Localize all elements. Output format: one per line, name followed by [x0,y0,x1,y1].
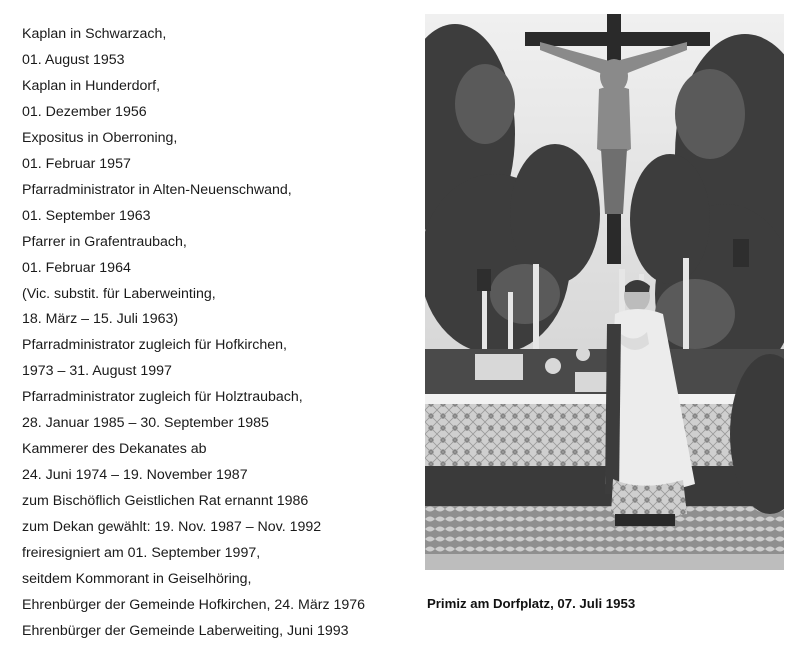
biography-line: Ehrenbürger der Gemeinde Laberweiting, Juni 1993 [22,622,349,639]
biography-line: 1973 – 31. August 1997 [22,363,172,380]
biography-line: 01. Februar 1964 [22,259,131,276]
biography-line: Pfarrer in Grafentraubach, [22,233,187,250]
primiz-photo [425,14,784,570]
photo-caption: Primiz am Dorfplatz, 07. Juli 1953 [427,596,636,611]
biography-line: 24. Juni 1974 – 19. November 1987 [22,467,248,484]
biography-line: Kaplan in Schwarzach, [22,26,167,42]
biography-line: (Vic. substit. für Laberweinting, [22,285,216,302]
biography-line: Expositus in Oberroning, [22,129,178,146]
biography-line: 18. März – 15. Juli 1963) [22,311,179,328]
biography-line: seitdem Kommorant in Geiselhöring, [22,571,252,588]
biography-line: Pfarradministrator zugleich für Hofkirchen, [22,337,287,354]
biography-line: Pfarradministrator zugleich für Holztraubach, [22,389,303,406]
biography-line: Kaplan in Hunderdorf, [22,77,161,94]
biography-line: Kammerer des Dekanates ab [22,441,207,458]
biography-line: 01. Dezember 1956 [22,103,147,120]
biography-line: Ehrenbürger der Gemeinde Hofkirchen, 24. März 1976 [22,596,366,613]
primiz-photo-illustration [425,14,784,570]
biography-line: Pfarradministrator in Alten-Neuenschwand, [22,181,292,198]
biography-text [22,22,417,645]
biography-line: 01. August 1953 [22,51,125,68]
biography-line: 28. Januar 1985 – 30. September 1985 [22,415,269,432]
biography-line: freiresigniert am 01. September 1997, [22,545,261,562]
biography-line: zum Bischöflich Geistlichen Rat ernannt 1986 [22,493,309,510]
biography-line: 01. Februar 1957 [22,155,131,172]
biography-line: 01. September 1963 [22,207,151,224]
biography-line: zum Dekan gewählt: 19. Nov. 1987 – Nov. 1992 [22,519,322,536]
